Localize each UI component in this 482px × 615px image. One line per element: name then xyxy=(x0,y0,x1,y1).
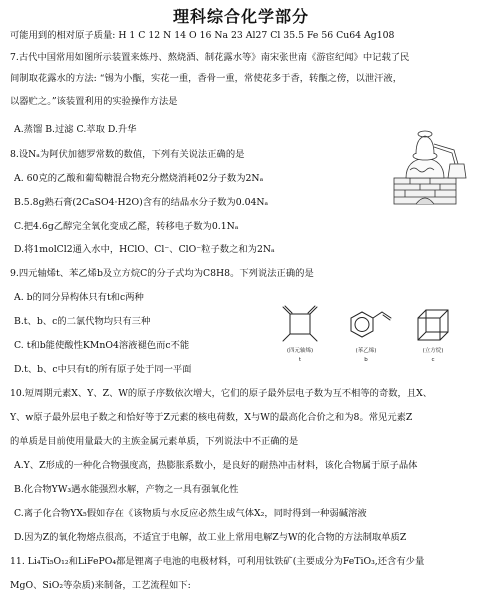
q8-option-c: C.把4.6g乙醇完全氧化变成乙醛，转移电子数为0.1Nₐ xyxy=(14,221,239,232)
molecule-structures-figure xyxy=(270,302,470,366)
cubane-structure xyxy=(418,310,448,340)
fig-letter-c: c xyxy=(431,357,435,363)
q10-option-b: B.化合物YW₃遇水能强烈水解，产物之一具有强氧化性 xyxy=(14,484,239,495)
fig-label-radialene: (四元轴烯) xyxy=(286,348,314,354)
q9-option-d: D.t、b、c中只有t的所有原子处于同一平面 xyxy=(14,364,192,375)
radialene-structure xyxy=(283,306,317,341)
q11-line-2: MgO、SiO₂等杂质)来制备，工艺流程如下: xyxy=(10,580,191,591)
q8-option-a: A. 60克的乙酸和葡萄糖混合物充分燃烧消耗02分子数为2Nₐ xyxy=(14,173,264,184)
q7-line-3: 以器贮之。”该装置利用的实验操作方法是 xyxy=(10,96,178,107)
q8-option-b: B.5.8g熟石膏(2CaSO4·H2O)含有的结晶水分子数为0.04Nₐ xyxy=(14,197,269,208)
distillation-apparatus-figure xyxy=(380,120,474,208)
q7-line-1: 7.古代中国常用如图所示装置来炼丹、熬烧酒、制花露水等》南宋张世南《游宦纪闻》中记载了民 xyxy=(10,52,410,63)
fig-label-cubane: (立方烷) xyxy=(422,348,444,354)
q10-option-c: C.离子化合物YX₅假如存在《该物质与水反应必然生成气体X₂，同时得到一种弱碱溶液 xyxy=(14,508,367,519)
q8-stem: 8.设Nₐ为阿伏加德罗常数的数值，下列有关说法正确的是 xyxy=(10,149,245,160)
q10-option-a: A.Y、Z形成的一种化合物强度高，热膨胀系数小，是良好的耐热冲击材料，该化合物属于原子晶体 xyxy=(14,460,418,471)
q9-stem: 9.四元轴烯t、苯乙烯b及立方烷C的分子式均为C8H8。下列说法正确的是 xyxy=(10,268,314,279)
q7-line-2: 间制取花露水的方法: “锡为小甑，实花一重，香骨一重，常使花多于香，转甑之傍，以泄汗液， xyxy=(10,73,403,84)
fig-letter-b: b xyxy=(364,357,368,363)
q10-line-1: 10.短周期元素X、Y、Z、W的原子序数依次增大，它们的原子最外层电子数为互不相等的奇数，且X、 xyxy=(10,388,433,399)
q11-line-1: 11. Li₄Ti₅O₁₂和LiFePO₄都是锂离子电池的电极材料，可利用钛铁矿(主要成分为FeTiO₃,还含有少量 xyxy=(10,556,425,567)
styrene-structure xyxy=(351,312,391,337)
q9-option-a: A. b的同分异构体只有t和c两种 xyxy=(14,292,144,303)
page-title: 理科综合化学部分 xyxy=(172,7,309,26)
q10-line-2: Y、w原子最外层电子数之和恰好等于Z元素的核电荷数，X与W的最高化合价之和为8。常见元素Z xyxy=(10,412,413,423)
fig-letter-t: t xyxy=(298,357,302,363)
q9-option-c: C. t和b能使酸性KMnO4溶液褪色而c不能 xyxy=(14,340,190,351)
q7-options: A.蒸馏 B.过滤 C.萃取 D.升华 xyxy=(14,124,137,135)
q8-option-d: D.将1molCl2通入水中，HClO、Cl⁻、ClO⁻粒子数之和为2Nₐ xyxy=(14,244,275,255)
atomic-masses-line: 可能用到的相对原子质量: H 1 C 12 N 14 O 16 Na 23 Al27 Cl 35.5 Fe 56 Cu64 Ag108 xyxy=(10,30,395,41)
q9-option-b: B.t、b、c的二氯代物均只有三种 xyxy=(14,316,151,327)
q10-option-d: D.因为Z的氧化物熔点很高，不适宜于电解，故工业上常用电解Z与W的化合物的方法制取单质Z xyxy=(14,532,407,543)
q10-line-3: 的单质是目前使用量最大的主族金属元素单质，下列说法中不正确的是 xyxy=(10,436,299,447)
fig-label-styrene: (苯乙烯) xyxy=(355,348,377,354)
